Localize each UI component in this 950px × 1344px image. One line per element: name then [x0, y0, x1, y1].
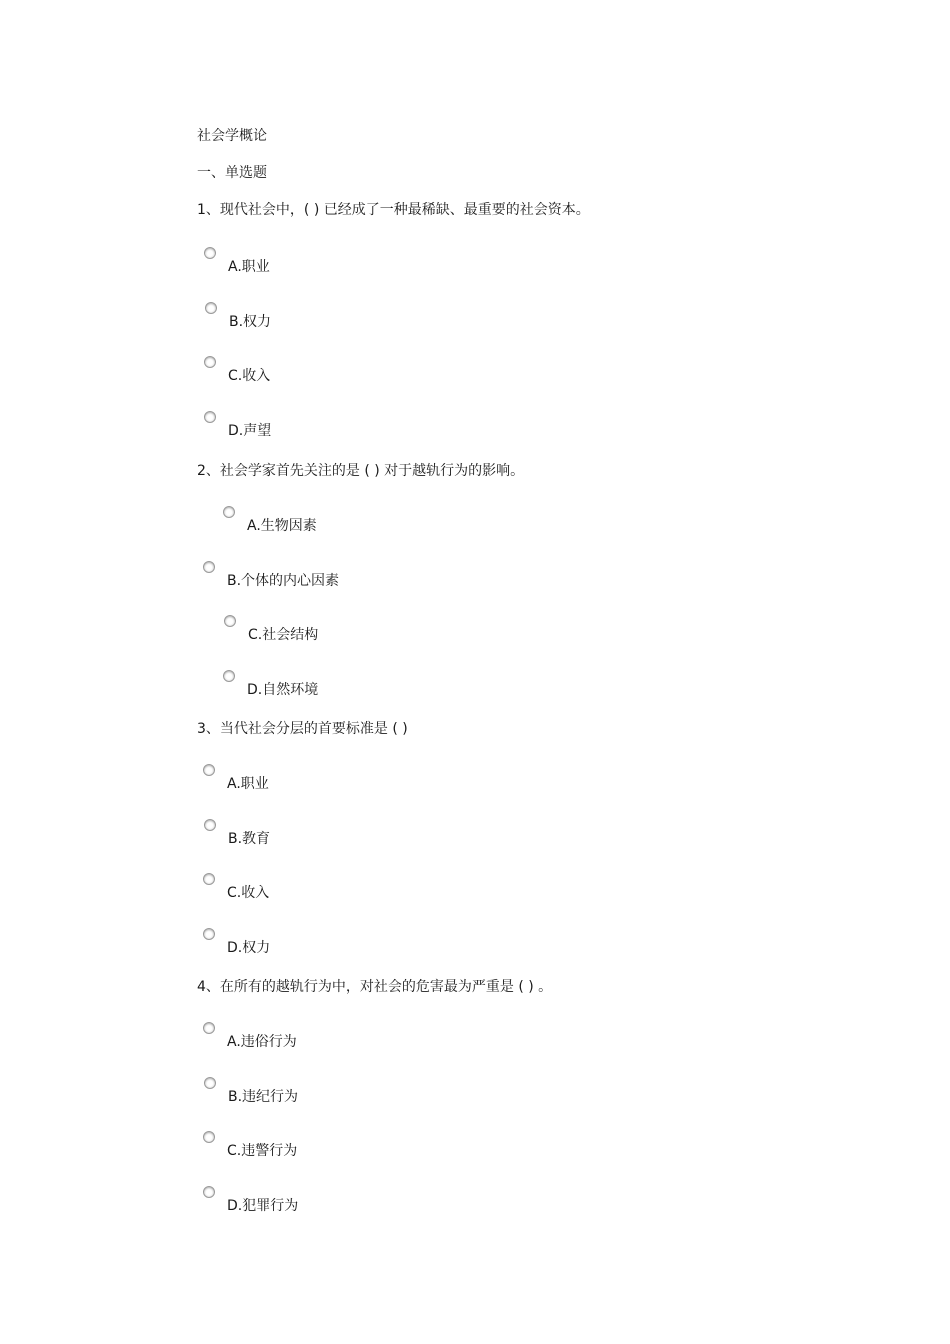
doc-title: 社会学概论	[197, 128, 267, 144]
radio-button-icon[interactable]	[204, 356, 216, 368]
question-1-option-d[interactable]	[204, 411, 504, 451]
option-label[interactable]: C.收入	[227, 885, 270, 901]
radio-button-icon[interactable]	[205, 302, 217, 314]
question-3-option-a[interactable]	[203, 764, 503, 804]
option-label[interactable]: B.违纪行为	[228, 1089, 299, 1105]
option-label[interactable]: B.权力	[229, 314, 272, 330]
question-2-text: 2、社会学家首先关注的是 ( ) 对于越轨行为的影响。	[197, 463, 525, 479]
option-label[interactable]: B.教育	[228, 831, 271, 847]
question-1-text: 1、现代社会中，( ) 已经成了一种最稀缺、最重要的社会资本。	[197, 202, 590, 218]
radio-button-icon[interactable]	[203, 1022, 215, 1034]
option-label[interactable]: D.权力	[227, 940, 271, 956]
radio-button-icon[interactable]	[224, 615, 236, 627]
option-label[interactable]: D.声望	[228, 423, 272, 439]
option-label[interactable]: A.生物因素	[247, 518, 317, 534]
question-2-option-c[interactable]	[224, 615, 524, 655]
option-label[interactable]: A.职业	[227, 776, 269, 792]
question-2-option-a[interactable]	[223, 506, 523, 546]
question-3-option-b[interactable]	[204, 819, 504, 859]
option-label[interactable]: C.违警行为	[227, 1143, 298, 1159]
radio-button-icon[interactable]	[223, 506, 235, 518]
question-4-option-c[interactable]	[203, 1131, 503, 1171]
radio-button-icon[interactable]	[204, 247, 216, 259]
question-1-option-c[interactable]	[204, 356, 504, 396]
question-3-text: 3、当代社会分层的首要标准是 ( )	[197, 721, 408, 737]
radio-button-icon[interactable]	[203, 1186, 215, 1198]
question-4-text: 4、在所有的越轨行为中，对社会的危害最为严重是 ( ) 。	[197, 979, 553, 995]
option-label[interactable]: B.个体的内心因素	[227, 573, 340, 589]
radio-button-icon[interactable]	[203, 928, 215, 940]
radio-button-icon[interactable]	[204, 819, 216, 831]
option-label[interactable]: D.自然环境	[247, 682, 319, 698]
question-3-option-d[interactable]	[203, 928, 503, 968]
radio-button-icon[interactable]	[203, 764, 215, 776]
radio-button-icon[interactable]	[223, 670, 235, 682]
question-4-option-d[interactable]	[203, 1186, 503, 1226]
radio-button-icon[interactable]	[204, 1077, 216, 1089]
option-label[interactable]: D.犯罪行为	[227, 1198, 299, 1214]
option-label[interactable]: A.职业	[228, 259, 270, 275]
question-4-option-b[interactable]	[204, 1077, 504, 1117]
question-2-option-b[interactable]	[203, 561, 503, 601]
option-label[interactable]: C.社会结构	[248, 627, 319, 643]
radio-button-icon[interactable]	[203, 873, 215, 885]
question-1-option-a[interactable]	[204, 247, 504, 287]
option-label[interactable]: A.违俗行为	[227, 1034, 297, 1050]
question-1-option-b[interactable]	[205, 302, 505, 342]
radio-button-icon[interactable]	[203, 1131, 215, 1143]
section-title: 一、单选题	[197, 165, 267, 181]
option-label[interactable]: C.收入	[228, 368, 271, 384]
question-4-option-a[interactable]	[203, 1022, 503, 1062]
question-3-option-c[interactable]	[203, 873, 503, 913]
question-2-option-d[interactable]	[223, 670, 523, 710]
radio-button-icon[interactable]	[203, 561, 215, 573]
radio-button-icon[interactable]	[204, 411, 216, 423]
